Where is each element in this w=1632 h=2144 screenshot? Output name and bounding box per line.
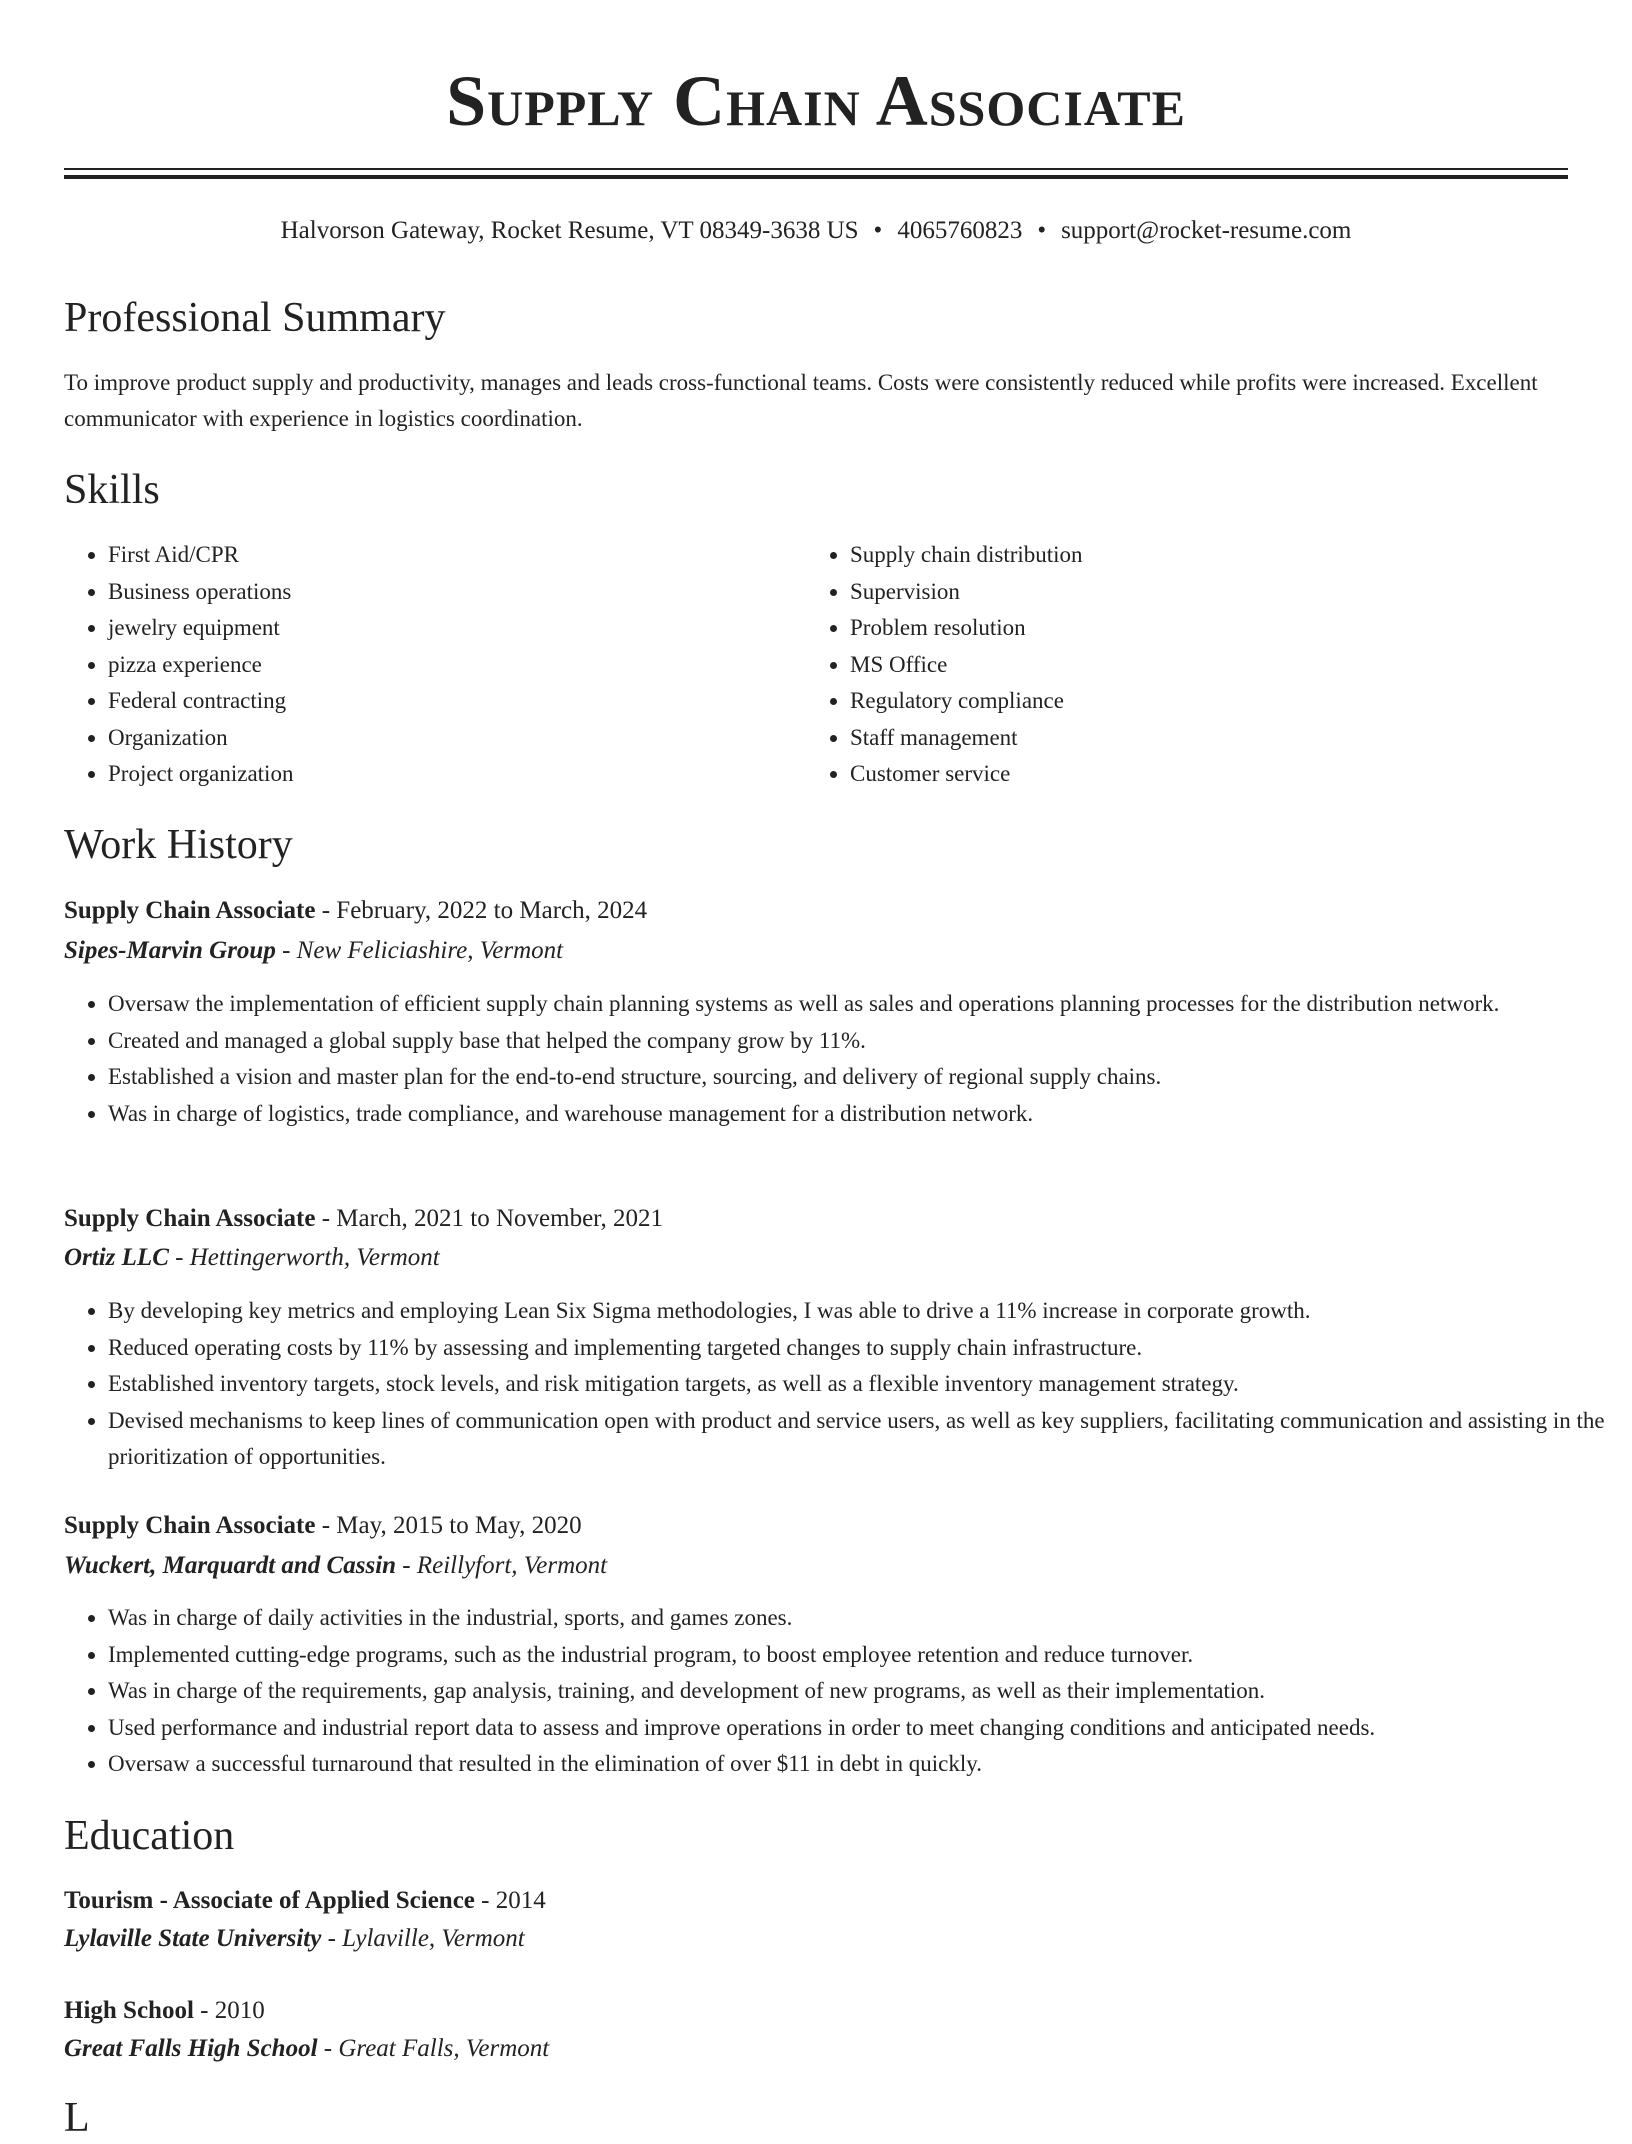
contact-line [0,214,1632,248]
job-bullets [64,986,1618,1132]
education-location: - Lylaville, Vermont [321,1925,525,1952]
education-heading: Education [64,1813,235,1859]
contact-phone: 4065760823 [897,217,1023,244]
summary-text: To improve product supply and productivity, manages and leads cross-functional teams. Costs were consistently reduced while profits were increased. Excellent communicator with experience in logistics coordination. [64,370,1538,431]
education-header [64,1883,546,1919]
title-rule-thick [64,175,1568,179]
job-role: Supply Chain Associate [64,1512,316,1539]
job-header [64,893,647,929]
skills-heading: Skills [64,467,160,513]
education-school-line [64,2031,549,2067]
skill-item: • First Aid/CPR [108,537,798,574]
education-location: - Great Falls, Vermont [317,2035,550,2062]
skill-item: • Problem resolution [850,610,1540,647]
skill-item: • Federal contracting [108,683,798,720]
job-company: Ortiz LLC [64,1244,169,1271]
job-bullet: • Oversaw the implementation of efficient supply chain planning systems as well as sales and operations planning processes for the distribution network. [108,986,1618,1023]
job-bullets [64,1600,1618,1783]
job-location: - Hettingerworth, Vermont [168,1244,440,1271]
skill-item: • pizza experience [108,647,798,684]
contact-separator: • [1037,217,1047,244]
skill-item: • Supervision [850,574,1540,611]
job-header [64,1201,663,1237]
job-company: Sipes-Marvin Group [64,937,276,964]
job-company: Wuckert, Marquardt and Cassin [64,1552,397,1579]
job-company-line [64,1240,440,1276]
job-location: - Reillyfort, Vermont [396,1552,608,1579]
education-year: - 2014 [474,1887,546,1914]
job-role: Supply Chain Associate [64,897,316,924]
title-rule-thin [64,168,1568,170]
skills-list-left [64,537,798,793]
education-degree: High School [64,1997,194,2024]
summary-heading: Professional Summary [64,295,446,341]
skill-item: • Supply chain distribution [850,537,1540,574]
work-history-heading: Work History [64,822,293,868]
contact-separator: • [873,217,883,244]
job-role: Supply Chain Associate [64,1205,316,1232]
contact-address: Halvorson Gateway, Rocket Resume, VT 08349-3638 US [280,217,859,244]
skill-item: • Staff management [850,720,1540,757]
skills-list-right [806,537,1540,793]
contact-email: support@rocket-resume.com [1061,217,1352,244]
job-bullet: • Used performance and industrial report data to assess and improve operations in order to meet changing conditions and anticipated needs. [108,1710,1618,1747]
education-header [64,1993,265,2029]
job-company-line [64,933,563,969]
job-bullet: • Implemented cutting-edge programs, such as the industrial program, to boost employee retention and reduce turnover. [108,1637,1618,1674]
job-bullet: • Reduced operating costs by 11% by assessing and implementing targeted changes to supply chain infrastructure. [108,1330,1618,1367]
skill-item: • Organization [108,720,798,757]
job-dates: - March, 2021 to November, 2021 [315,1205,664,1232]
education-school: Great Falls High School [64,2035,318,2062]
job-dates: - May, 2015 to May, 2020 [315,1512,582,1539]
education-degree: Tourism - Associate of Applied Science [64,1887,475,1914]
education-school-line [64,1921,525,1957]
job-bullet: • Established inventory targets, stock levels, and risk mitigation targets, as well as a flexible inventory management strategy. [108,1366,1618,1403]
skill-item: • Regulatory compliance [850,683,1540,720]
job-bullet: • Created and managed a global supply base that helped the company grow by 11%. [108,1023,1618,1060]
job-bullet: • Established a vision and master plan for the end-to-end structure, sourcing, and delivery of regional supply chains. [108,1059,1618,1096]
job-bullet: • Was in charge of the requirements, gap analysis, training, and development of new programs, as well as their implementation. [108,1673,1618,1710]
job-bullet: • Oversaw a successful turnaround that resulted in the elimination of over $11 in debt in quickly. [108,1746,1618,1783]
job-bullet: • Devised mechanisms to keep lines of communication open with product and service users, as well as key suppliers, facilitating communication and assisting in the prioritization of opportunities. [108,1403,1618,1476]
job-bullet: • Was in charge of logistics, trade compliance, and warehouse management for a distribution network. [108,1096,1618,1133]
resume-title: Supply Chain Associate [446,61,1186,141]
next-section-heading-partial: L [64,2095,90,2141]
education-year: - 2010 [193,1997,265,2024]
job-dates: - February, 2022 to March, 2024 [315,897,648,924]
skill-item: • Customer service [850,756,1540,793]
job-bullet: • Was in charge of daily activities in the industrial, sports, and games zones. [108,1600,1618,1637]
skill-item: • MS Office [850,647,1540,684]
job-company-line [64,1548,607,1584]
skill-item: • Business operations [108,574,798,611]
job-header [64,1508,582,1544]
job-bullet: • By developing key metrics and employing Lean Six Sigma methodologies, I was able to drive a 11% increase in corporate growth. [108,1293,1618,1330]
job-bullets [64,1293,1618,1476]
job-location: - New Feliciashire, Vermont [275,937,564,964]
skill-item: • Project organization [108,756,798,793]
education-school: Lylaville State University [64,1925,322,1952]
skill-item: • jewelry equipment [108,610,798,647]
